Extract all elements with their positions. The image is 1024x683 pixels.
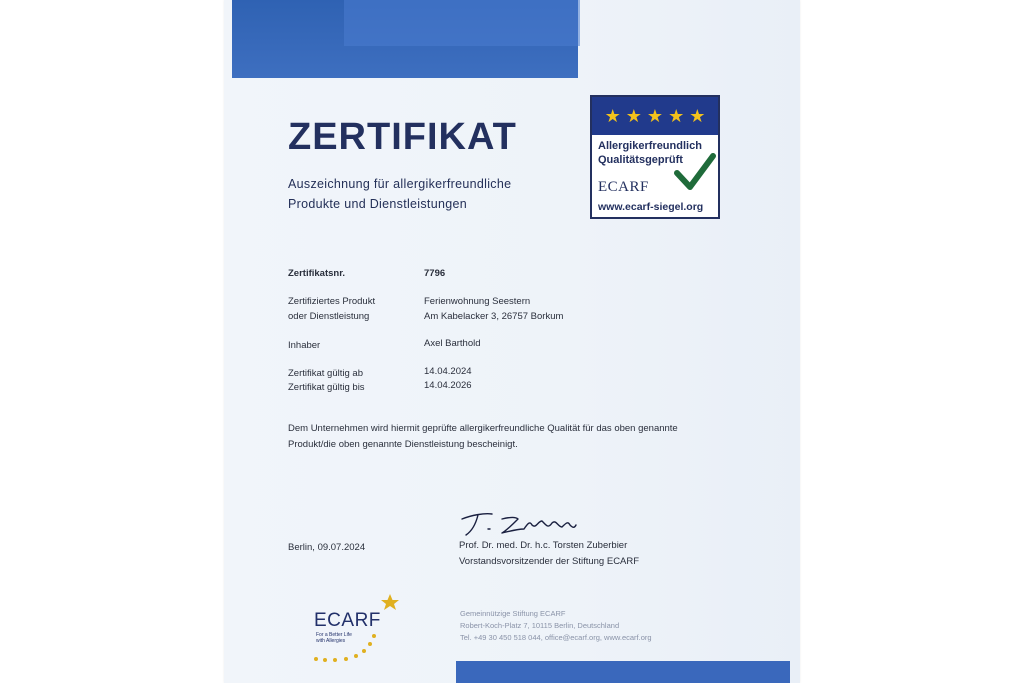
signature-image bbox=[458, 507, 588, 537]
seal-line-2: Qualitätsgeprüft bbox=[598, 154, 683, 166]
owner-value: Axel Barthold bbox=[424, 338, 481, 349]
statement-line-1: Dem Unternehmen wird hiermit geprüfte allergikerfreundliche Qualität für das oben genannte bbox=[288, 423, 678, 434]
product-value bbox=[424, 294, 563, 324]
top-decorative-band-overlay bbox=[344, 0, 580, 46]
certificate-subtitle bbox=[288, 174, 568, 214]
logo-tagline-2: with Allergies bbox=[316, 638, 346, 644]
logo-tagline bbox=[316, 632, 376, 644]
bottom-decorative-band bbox=[456, 661, 790, 683]
checkmark-icon bbox=[674, 153, 716, 193]
footer-line-2: Robert-Koch-Platz 7, 10115 Berlin, Deutschland bbox=[460, 621, 620, 630]
valid-from-label: Zertifikat gültig ab bbox=[288, 368, 363, 379]
logo-tagline-1: For a Better Life bbox=[316, 632, 352, 638]
seal-stars bbox=[592, 97, 718, 135]
seal-brand: ECARF bbox=[598, 179, 649, 195]
product-value-line-2: Am Kabelacker 3, 26757 Borkum bbox=[424, 311, 564, 322]
product-value-line-1: Ferienwohnung Seestern bbox=[424, 296, 531, 307]
signer-name: Prof. Dr. med. Dr. h.c. Torsten Zuberbier bbox=[459, 540, 628, 551]
ecarf-logo bbox=[286, 592, 406, 672]
statement-line-2: Produkt/die oben genannte Dienstleistung bescheinigt. bbox=[288, 439, 518, 450]
subtitle-line-2: Produkte und Dienstleistungen bbox=[288, 197, 467, 211]
certificate-title: ZERTIFIKAT bbox=[288, 116, 517, 158]
product-label bbox=[288, 294, 375, 324]
valid-to-label: Zertifikat gültig bis bbox=[288, 382, 365, 393]
cert-number-label: Zertifikatsnr. bbox=[288, 268, 346, 279]
owner-label: Inhaber bbox=[288, 340, 321, 351]
certificate-page bbox=[224, 0, 800, 683]
footer-address bbox=[460, 608, 652, 644]
logo-name: ECARF bbox=[314, 610, 381, 631]
valid-to-value: 14.04.2026 bbox=[424, 380, 472, 391]
seal-line-1: Allergikerfreundlich bbox=[598, 140, 702, 152]
certification-statement bbox=[288, 421, 708, 453]
signer-role: Vorstandsvorsitzender der Stiftung ECARF bbox=[459, 556, 640, 567]
seal-url: www.ecarf-siegel.org bbox=[598, 201, 704, 213]
subtitle-line-1: Auszeichnung für allergikerfreundliche bbox=[288, 177, 512, 191]
valid-from-value: 14.04.2024 bbox=[424, 366, 472, 377]
footer-line-3: Tel. +49 30 450 518 044, office@ecarf.org, www.ecarf.org bbox=[460, 633, 652, 642]
place-date: Berlin, 09.07.2024 bbox=[288, 542, 366, 553]
cert-number-value: 7796 bbox=[424, 268, 446, 279]
footer-line-1: Gemeinnützige Stiftung ECARF bbox=[460, 609, 566, 618]
signer-block bbox=[459, 538, 639, 570]
ecarf-seal bbox=[590, 95, 720, 219]
product-label-line-1: Zertifiziertes Produkt bbox=[288, 296, 376, 307]
product-label-line-2: oder Dienstleistung bbox=[288, 311, 370, 322]
seal-stars-text: ★ ★ ★ ★ ★ bbox=[604, 105, 706, 126]
